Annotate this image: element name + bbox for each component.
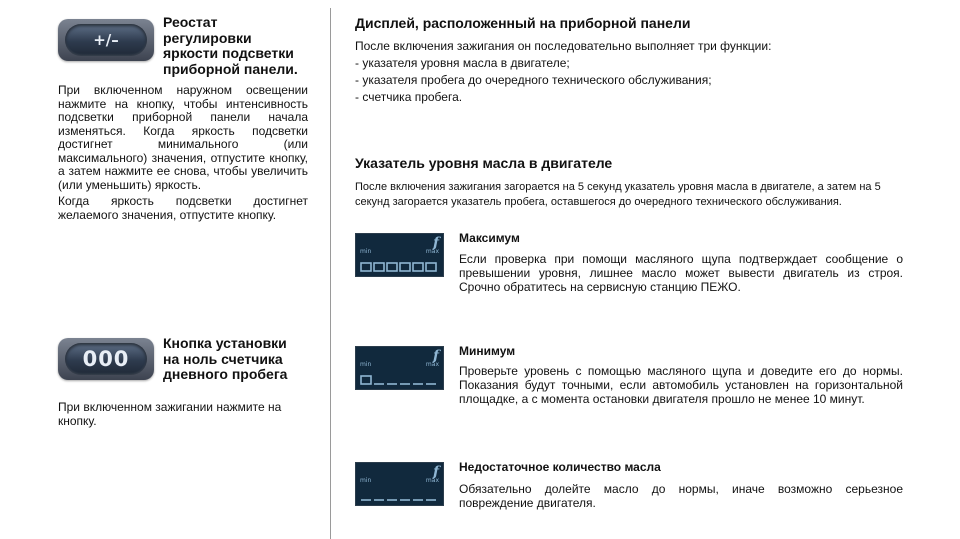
lcd-max-label: max (425, 477, 439, 484)
trip-reset-title-line: на ноль счетчика (163, 350, 283, 367)
dimmer-paragraph-1: При включенном наружном освещении нажмите на кнопку, чтобы интенсивность подсветки приборной панели начала изменяться. Когда яркость подсветки достигнет минимального (или максимального) значения, отпустите кнопку, а затем нажмите ее снова, чтобы увеличить (или уменьшить) яркость. (58, 83, 308, 192)
display-heading: Дисплей, расположенный на приборной панели (355, 15, 691, 31)
trip-reset-button (58, 338, 154, 380)
display-bullet: - указателя уровня масла в двигателе; (355, 56, 570, 70)
dimmer-paragraph-2: Когда яркость подсветки достигнет желаемого значения, отпустите кнопку. (58, 194, 308, 222)
dimmer-title-line: регулировки (163, 29, 252, 46)
oil-level-segments (360, 261, 440, 273)
lcd-max-label: max (425, 361, 439, 368)
display-intro-text: После включения зажигания он последовательно выполняет три функции: (355, 39, 772, 53)
item-title-max: Максимум (459, 231, 520, 245)
oil-can-icon: f (432, 235, 439, 251)
oil-intro: После включения зажигания загорается на 5 секунд указатель уровня масла в двигателе, а затем на 5 секунд загорается указатель пробега, оставшегося до очередного технического обслуживания. (355, 181, 881, 208)
trip-reset-title-line: Кнопка установки (163, 335, 287, 351)
trip-reset-title (163, 336, 328, 383)
item-text-empty: Обязательно долейте масло до нормы, иначе возможно серьезное повреждение двигателя. (459, 482, 903, 510)
brightness-button (58, 19, 154, 61)
oil-level-segments (360, 490, 440, 502)
dimmer-title-line: Реостат (163, 14, 218, 30)
oil-can-icon: f (432, 348, 439, 364)
zeros-icon: 000 (65, 343, 147, 375)
dimmer-title-line: яркости подсветки (163, 45, 294, 61)
item-text-max: Если проверка при помощи масляного щупа подтверждает сообщение о превышении уровня, лишнее масло может вывести двигатель из строя. Срочно обратитесь на сервисную станцию ПЕЖО. (459, 252, 903, 294)
oil-heading: Указатель уровня масла в двигателе (355, 155, 613, 171)
lcd-min-label: min (360, 248, 372, 255)
display-bullet: - счетчика пробега. (355, 90, 463, 104)
oil-level-display-empty (355, 462, 444, 506)
display-intro (355, 38, 915, 106)
trip-reset-title-line: дневного пробега (163, 366, 288, 382)
display-bullet: - указателя пробега до очередного технического обслуживания; (355, 73, 712, 87)
column-divider (330, 8, 331, 539)
oil-level-display-min (355, 346, 444, 390)
dimmer-title (163, 15, 328, 77)
lcd-max-label: max (425, 248, 439, 255)
item-text-min: Проверьте уровень с помощью масляного щупа и доведите его до нормы. Показания будут точными, если автомобиль установлен на горизонтальной площадке, а с момента остановки двигателя прошло не менее 10 минут. (459, 364, 903, 406)
oil-level-display-max (355, 233, 444, 277)
lcd-min-label: min (360, 477, 372, 484)
plus-minus-icon: +/– (65, 24, 147, 56)
oil-can-icon: f (432, 464, 439, 480)
trip-reset-paragraph: При включенном зажигании нажмите на кнопку. (58, 400, 282, 428)
lcd-min-label: min (360, 361, 372, 368)
dimmer-title-line: приборной панели. (163, 60, 298, 77)
item-title-empty: Недостаточное количество масла (459, 460, 661, 474)
oil-level-segments (360, 374, 440, 386)
item-title-min: Минимум (459, 344, 516, 358)
